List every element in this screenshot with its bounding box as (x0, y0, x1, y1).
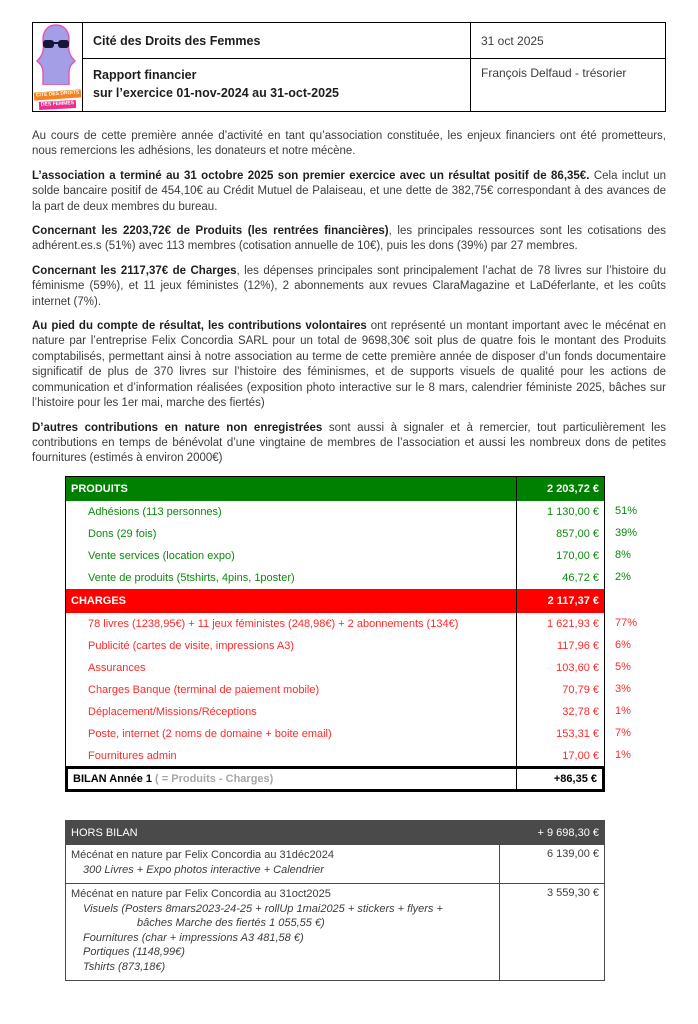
table-row (66, 701, 604, 723)
produits-total: 2 203,72 € (516, 477, 604, 501)
table-row (66, 844, 604, 883)
logo-bust-icon (33, 23, 79, 85)
row-amount: 70,79 € (516, 679, 604, 701)
hors-bilan-header (66, 821, 604, 844)
row-amount: 6 139,00 € (499, 845, 604, 883)
row-detail: bâches Marche des fiertés 1 055,55 €) (137, 917, 325, 930)
paragraph-lead: L’association a terminé au 31 octobre 2025 son premier exercice avec un résultat positif de 86,35€. (32, 169, 590, 182)
paragraph-text: sont aussi à signaler et à remercier, tout particulièrement les contributions en temps de bénévolat d’une vingtaine de membres de l’association et aussi les nombreux dons de petites fournitures (estimés à environ 2000€) (32, 421, 666, 465)
paragraph-text: Cela inclut un solde bancaire positif de 454,10€ au Crédit Mutuel de Palaiseau, et une dette de 382,75€ correspondant à des avances de la part de deux membres du bureau. (32, 169, 666, 213)
financial-table (65, 476, 666, 768)
paragraph-result (32, 169, 666, 215)
row-percent: 3% (615, 682, 631, 695)
row-amount: 46,72 € (516, 567, 604, 589)
row-percent: 1% (615, 704, 631, 717)
row-amount: 17,00 € (516, 745, 604, 767)
row-amount: 3 559,30 € (499, 884, 604, 980)
row-label: Assurances (88, 661, 146, 674)
row-amount: 170,00 € (516, 545, 604, 567)
table-row (66, 523, 604, 545)
hors-bilan-row-content (66, 845, 499, 883)
row-amount: 103,60 € (516, 657, 604, 679)
org-logo (33, 23, 83, 111)
table-row (66, 613, 604, 635)
report-body (32, 129, 666, 467)
row-detail: Tshirts (873,18€) (83, 960, 166, 973)
paragraph-lead: D’autres contributions en nature non enregistrées (32, 421, 323, 434)
table-row (66, 545, 604, 567)
charges-total: 2 117,37 € (516, 589, 604, 613)
paragraph-lead: Concernant les 2203,72€ de Produits (les rentrées financières) (32, 225, 389, 238)
report-date: 31 oct 2025 (471, 23, 665, 59)
row-title: Mécénat en nature par Felix Concordia au 31oct2025 (71, 888, 331, 901)
row-amount: 153,31 € (516, 723, 604, 745)
paragraph-text: , les dépenses principales sont principalement l’achat de 78 livres sur l’histoire du féminisme (59%), et 11 jeux féministes (12%), 2 abonnements aux revues ClaraMagazine et LaDéferlante, et les coûts internet (7%). (32, 264, 666, 308)
paragraph-autres-contributions (32, 421, 666, 467)
paragraph-lead: Concernant les 2117,37€ de Charges (32, 264, 237, 277)
hors-bilan-row-content (66, 884, 499, 980)
produits-header-row (66, 477, 604, 501)
row-percent: 8% (615, 548, 631, 561)
hors-bilan-table (65, 820, 605, 981)
bilan-row (65, 766, 605, 792)
row-label: Dons (29 fois) (88, 527, 157, 540)
paragraph-intro (32, 129, 666, 160)
charges-header-row (66, 589, 604, 613)
paragraph-text: , les principales ressources sont les cotisations des adhérent.es.s (51%) avec 113 membres (cotisation annuelle de 10€), puis les dons (39%) par 27 membres. (32, 225, 666, 253)
row-detail: Portiques (1148,99€) (83, 946, 185, 959)
report-title (83, 59, 471, 111)
row-amount: 857,00 € (516, 523, 604, 545)
financial-table-box (65, 476, 605, 768)
row-label: Vente services (location expo) (88, 549, 235, 562)
row-label: Fournitures admin (88, 749, 177, 762)
table-row (66, 635, 604, 657)
row-label: Adhésions (113 personnes) (88, 505, 222, 518)
row-detail: 300 Livres + Expo photos interactive + Calendrier (83, 863, 324, 876)
row-percent: 77% (615, 616, 638, 629)
row-percent: 51% (615, 504, 638, 517)
paragraph-text: ont représenté un montant important avec le mécénat en nature par l’entreprise Felix Concordia SARL pour un total de 9698,30€ soit plus de quatre fois le montant des Produits comptabilisés, permettant ainsi à notre association au terme de cette première année de disposer d’un fonds documentaire significatif de plus de 370 livres sur l’histoire des féminismes, et de supports visuels de qualité pour les actions de communication et d’information réalisées (exposition photo interactive sur le 8 mars, calendrier féministe 2025, bâches sur l’histoire pour les 1er mai, marche des fiertés) (32, 320, 666, 410)
table-row (66, 501, 604, 523)
row-label: Charges Banque (terminal de paiement mobile) (88, 683, 320, 696)
report-title-line1: Rapport financier (93, 68, 197, 82)
row-label: 78 livres (1238,95€) + 11 jeux féministes (248,98€) + 2 abonnements (134€) (88, 617, 459, 630)
hors-bilan-title: HORS BILAN (71, 826, 138, 839)
bilan-sublabel: ( = Produits - Charges) (155, 773, 274, 786)
org-name: Cité des Droits des Femmes (83, 23, 471, 59)
table-row (66, 883, 604, 980)
row-percent: 6% (615, 638, 631, 651)
produits-header-label: PRODUITS (71, 482, 128, 495)
row-amount: 1 621,93 € (516, 613, 604, 635)
paragraph-contributions (32, 319, 666, 411)
bilan-label (68, 769, 516, 789)
report-title-line2: sur l’exercice 01-nov-2024 au 31-oct-2025 (93, 86, 339, 101)
row-amount: 117,96 € (516, 635, 604, 657)
row-label: Publicité (cartes de visite, impressions A3) (88, 639, 295, 652)
report-author: François Delfaud - trésorier (481, 66, 627, 80)
row-amount: 32,78 € (516, 701, 604, 723)
report-header-table (32, 22, 666, 112)
table-row (66, 657, 604, 679)
table-row (66, 723, 604, 745)
paragraph-charges (32, 264, 666, 310)
table-row (66, 745, 604, 767)
table-row (66, 679, 604, 701)
logo-banner-top: CITÉ DES DROITS (34, 89, 82, 100)
row-percent: 1% (615, 748, 631, 761)
row-percent: 2% (615, 570, 631, 583)
row-label: Vente de produits (5tshirts, 4pins, 1poster) (88, 571, 295, 584)
hors-bilan-total: + 9 698,30 € (537, 826, 599, 839)
table-row (66, 567, 604, 589)
paragraph-lead: Au pied du compte de résultat, les contributions volontaires (32, 320, 367, 333)
row-title: Mécénat en nature par Felix Concordia au 31déc2024 (71, 849, 334, 862)
bilan-title: BILAN Année 1 (73, 773, 153, 786)
logo-banner-bottom: DES FEMMES (39, 100, 76, 109)
row-label: Poste, internet (2 noms de domaine + boite email) (88, 727, 332, 740)
percentage-column (605, 476, 637, 768)
row-percent: 7% (615, 726, 631, 739)
row-percent: 5% (615, 660, 631, 673)
row-label: Déplacement/Missions/Réceptions (88, 705, 257, 718)
row-percent: 39% (615, 526, 638, 539)
paragraph-text: Au cours de cette première année d’activité en tant qu’association constituée, les enjeux financiers ont été prometteurs, nous remercions les adhésions, les donateurs et notre mécène. (32, 130, 666, 158)
row-detail: Visuels (Posters 8mars2023-24-25 + rollUp 1mai2025 + stickers + flyers + (83, 902, 443, 915)
bilan-amount: +86,35 € (516, 769, 602, 789)
row-detail: Fournitures (char + impressions A3 481,58 €) (83, 931, 304, 944)
charges-header-label: CHARGES (71, 594, 127, 607)
row-amount: 1 130,00 € (516, 501, 604, 523)
paragraph-produits (32, 224, 666, 255)
